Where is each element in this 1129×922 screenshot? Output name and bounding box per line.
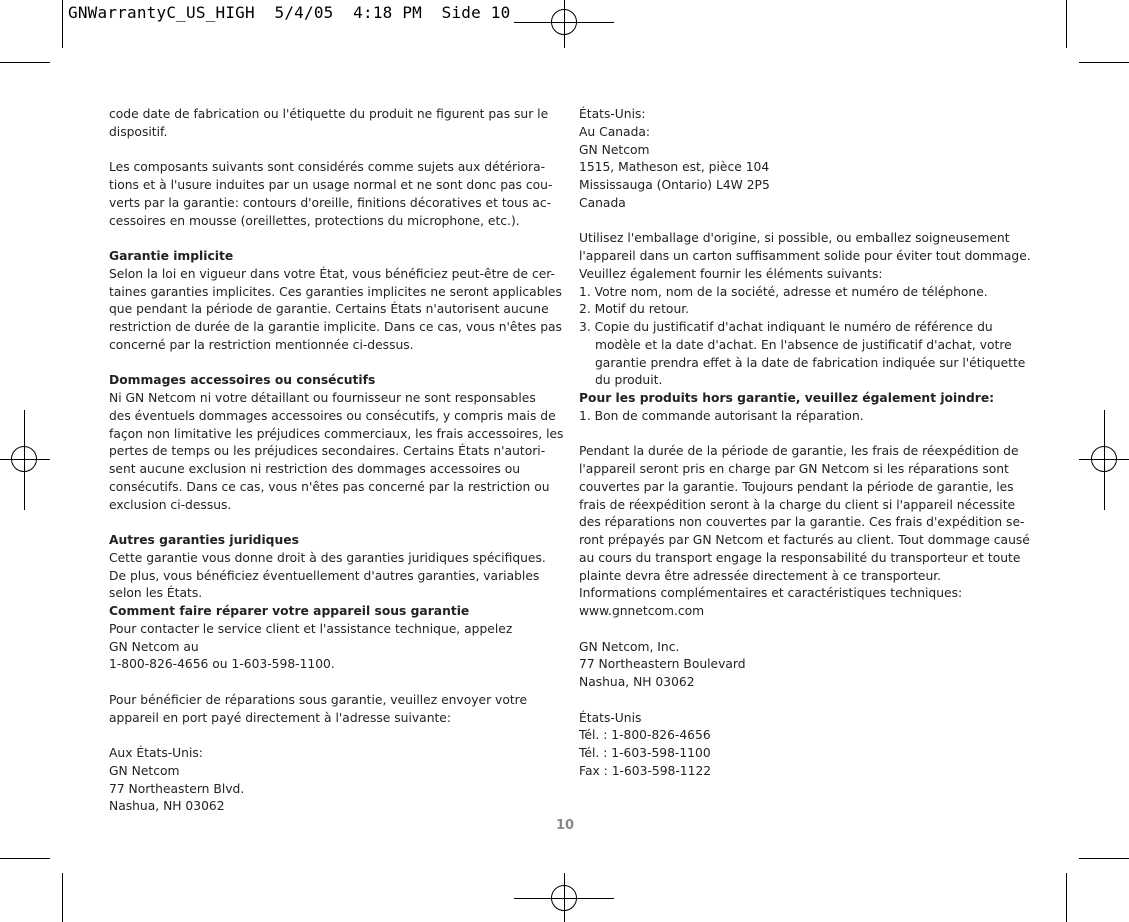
text-line: exclusion ci-dessus. bbox=[109, 497, 232, 512]
text-line: verts par la garantie: contours d'oreille, finitions décoratives et tous ac- bbox=[109, 195, 552, 210]
text-line: 1. Bon de commande autorisant la réparation. bbox=[579, 408, 864, 423]
blank-line bbox=[109, 674, 554, 692]
text-line: façon non limitative les préjudices commerciaux, les frais accessoires, les bbox=[109, 426, 564, 441]
section-heading: Comment faire réparer votre appareil sous garantie bbox=[109, 604, 470, 618]
text-line: Tél. : 1-800-826-4656 bbox=[579, 728, 711, 743]
section-heading: Autres garanties juridiques bbox=[109, 533, 299, 547]
text-line: que pendant la période de garantie. Certains États n'autorisent aucune bbox=[109, 302, 549, 317]
text-line: frais de réexpédition seront à la charge du client si l'appareil nécessite bbox=[579, 497, 1016, 512]
text-line: plainte devra être adressée directement à ce transporteur. bbox=[579, 568, 942, 583]
crop-mark-top-left-horizontal bbox=[0, 62, 50, 63]
text-line: couvertes par la garantie. Toujours pendant la période de garantie, les bbox=[579, 479, 1014, 494]
left-column bbox=[109, 106, 564, 816]
crop-mark-bottom-right-vertical bbox=[1066, 873, 1067, 922]
text-line: Fax : 1-603-598-1122 bbox=[579, 763, 712, 778]
text-line: Les composants suivants sont considérés comme sujets aux détériora- bbox=[109, 160, 546, 175]
text-line: dispositif. bbox=[109, 124, 168, 139]
text-line: Mississauga (Ontario) L4W 2P5 bbox=[579, 178, 770, 192]
blank-line bbox=[109, 514, 554, 532]
section-heading: Dommages accessoires ou consécutifs bbox=[109, 373, 376, 388]
text-line: garantie prendra effet à la date de fabrication indiquée sur l'étiquette bbox=[595, 355, 1026, 370]
text-line: États-Unis: bbox=[579, 107, 646, 121]
text-line: taines garanties implicites. Ces garanties implicites ne seront applicables bbox=[109, 284, 562, 299]
text-line: 77 Northeastern Boulevard bbox=[579, 657, 746, 672]
section-heading: Pour les produits hors garantie, veuillez également joindre: bbox=[579, 391, 995, 405]
text-line: selon les États. bbox=[109, 586, 203, 601]
blank-line bbox=[109, 142, 554, 160]
text-line: code date de fabrication ou l'étiquette du produit ne figurent pas sur le bbox=[109, 107, 549, 121]
text-line: GN Netcom bbox=[109, 763, 180, 778]
text-line: l'appareil seront pris en charge par GN Netcom si les réparations sont bbox=[579, 462, 1009, 476]
blank-line bbox=[109, 727, 554, 745]
text-line: appareil en port payé directement à l'adresse suivante: bbox=[109, 710, 452, 725]
text-line: au cours du transport engage la responsabilité du transporteur et toute bbox=[579, 550, 1021, 565]
text-line: restriction de durée de la garantie implicite. Dans ce cas, vous n'êtes pas bbox=[109, 320, 562, 334]
blank-line bbox=[579, 621, 1024, 639]
text-line: Ni GN Netcom ni votre détaillant ou fournisseur ne sont responsables bbox=[109, 391, 536, 405]
section-heading: Garantie implicite bbox=[109, 249, 234, 263]
text-line: Veuillez également fournir les éléments suivants: bbox=[579, 266, 883, 281]
text-line: www.gnnetcom.com bbox=[579, 604, 705, 618]
text-line: du produit. bbox=[595, 373, 663, 388]
right-column bbox=[579, 106, 1031, 781]
text-line: Pour bénéficier de réparations sous garantie, veuillez envoyer votre bbox=[109, 692, 528, 707]
crop-mark-top-right-horizontal bbox=[1079, 62, 1129, 63]
text-line: États-Unis bbox=[579, 710, 642, 725]
text-line: GN Netcom, Inc. bbox=[579, 639, 680, 654]
text-line: Selon la loi en vigueur dans votre État, vous bénéficiez peut-être de cer- bbox=[109, 266, 555, 281]
text-line: 2. Motif du retour. bbox=[579, 302, 690, 317]
text-line: Au Canada: bbox=[579, 124, 651, 139]
text-line: tions et à l'usure induites par un usage normal et ne sont donc pas cou- bbox=[109, 178, 553, 192]
text-line: 77 Northeastern Blvd. bbox=[109, 781, 245, 796]
text-line: Pour contacter le service client et l'assistance technique, appelez bbox=[109, 621, 513, 636]
text-line: consécutifs. Dans ce cas, vous n'êtes pas concerné par la restriction ou bbox=[109, 479, 550, 494]
text-line: pertes de temps ou les préjudices secondaires. Certains États n'autori- bbox=[109, 444, 546, 459]
text-line: ront prépayés par GN Netcom et facturés au client. Tout dommage causé bbox=[579, 533, 1030, 547]
text-line: modèle et la date d'achat. En l'absence de justificatif d'achat, votre bbox=[595, 337, 1012, 352]
text-line: Utilisez l'emballage d'origine, si possible, ou emballez soigneusement bbox=[579, 231, 1010, 246]
crop-mark-top-left-vertical bbox=[62, 0, 63, 48]
page-number: 10 bbox=[555, 818, 575, 833]
text-line: Canada bbox=[579, 195, 626, 210]
blank-line bbox=[579, 692, 1024, 710]
text-line: 1-800-826-4656 ou 1-603-598-1100. bbox=[109, 657, 335, 672]
text-line: GN Netcom au bbox=[109, 639, 199, 654]
text-line: Nashua, NH 03062 bbox=[109, 799, 225, 814]
text-line: 3. Copie du justificatif d'achat indiquant le numéro de référence du bbox=[579, 320, 993, 334]
blank-line bbox=[579, 213, 1024, 231]
text-line: l'appareil dans un carton suffisamment solide pour éviter tout dommage. bbox=[579, 249, 1031, 263]
text-line: GN Netcom bbox=[579, 142, 650, 157]
text-line: des éventuels dommages accessoires ou consécutifs, y compris mais de bbox=[109, 408, 556, 423]
blank-line bbox=[579, 426, 1024, 444]
crop-mark-bottom-right-horizontal bbox=[1079, 858, 1129, 859]
text-line: Aux États-Unis: bbox=[109, 746, 203, 760]
crop-mark-bottom-left-horizontal bbox=[0, 858, 50, 859]
text-line: Nashua, NH 03062 bbox=[579, 675, 695, 689]
crop-mark-bottom-left-vertical bbox=[62, 873, 63, 922]
blank-line bbox=[109, 230, 554, 248]
text-line: sent aucune exclusion ni restriction des dommages accessoires ou bbox=[109, 462, 521, 476]
text-line: Cette garantie vous donne droit à des garanties juridiques spécifiques. bbox=[109, 550, 546, 565]
text-line: Informations complémentaires et caractéristiques techniques: bbox=[579, 586, 963, 601]
text-line: De plus, vous bénéficiez éventuellement d'autres garanties, variables bbox=[109, 568, 540, 583]
text-line: des réparations non couvertes par la garantie. Ces frais d'expédition se- bbox=[579, 515, 1025, 530]
text-line: Tél. : 1-603-598-1100 bbox=[579, 746, 711, 760]
text-line: concerné par la restriction mentionnée ci-dessus. bbox=[109, 337, 414, 352]
text-line: 1. Votre nom, nom de la société, adresse et numéro de téléphone. bbox=[579, 284, 988, 299]
text-line: Pendant la durée de la période de garantie, les frais de réexpédition de bbox=[579, 444, 1019, 459]
blank-line bbox=[109, 355, 554, 373]
text-line: cessoires en mousse (oreillettes, protections du microphone, etc.). bbox=[109, 213, 520, 228]
print-slug: GNWarrantyC_US_HIGH 5/4/05 4:18 PM Side 10 bbox=[68, 3, 511, 22]
text-line: 1515, Matheson est, pièce 104 bbox=[579, 160, 770, 175]
crop-mark-top-right-vertical bbox=[1066, 0, 1067, 48]
